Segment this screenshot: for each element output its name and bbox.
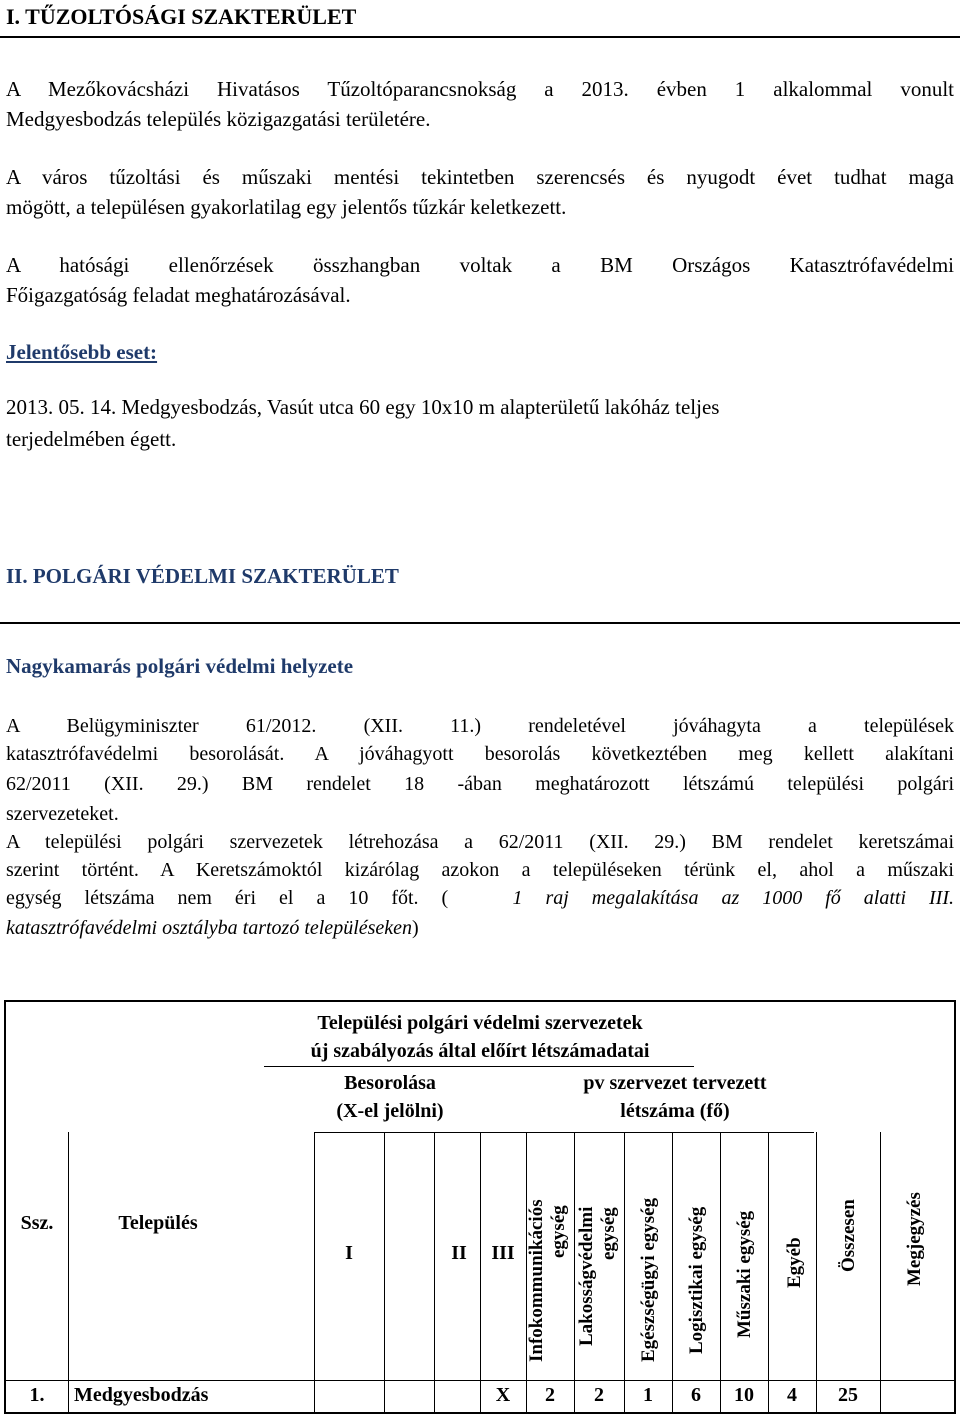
vline-II (434, 1132, 435, 1414)
col-header-III: III (491, 1242, 515, 1264)
section-1-rule (0, 36, 960, 38)
paragraph-1-line-1: A Mezőkovácsházi Hivatásos Tűzoltóparancsnokság a 2013. évben 1 alkalommal vonult (6, 77, 954, 101)
vline-lakossag (574, 1132, 575, 1414)
cell-egyeb: 4 (787, 1384, 797, 1406)
vline-I (384, 1132, 385, 1414)
civil-line-7 (6, 884, 954, 912)
civil-line-6: szerint történt. A Keretszámoktól kizárólag azokon a településeken térünk el, ahol a műszaki (6, 859, 954, 881)
col-header-ssz: Ssz. (20, 1212, 54, 1234)
civil-line-7-regular: egység létszáma nem éri el a 10 főt. ( (6, 887, 449, 909)
table-header-sep-2 (314, 1132, 814, 1133)
pv-label-1: pv szervezet tervezett (583, 1072, 767, 1094)
paragraph-1-line-2: Medgyesbodzás település közigazgatási területére. (6, 107, 431, 131)
table-border-top (4, 1000, 956, 1002)
col-header-osszesen: Összesen (838, 1199, 859, 1272)
civil-line-3: 62/2011 (XII. 29.) BM rendelet 18 -ában meghatározott létszámú települési polgári (6, 773, 954, 795)
event-line-1: 2013. 05. 14. Medgyesbodzás, Vasút utca 60 egy 10x10 m alapterületű lakóház teljes (6, 395, 720, 419)
vline-III (480, 1132, 481, 1414)
civil-line-5: A települési polgári szervezetek létrehozása a 62/2011 (XII. 29.) BM rendelet keretszámai (6, 831, 954, 853)
cell-egeszseg: 1 (643, 1384, 653, 1406)
col-header-lakossag (576, 1207, 620, 1346)
cell-muszaki: 10 (734, 1384, 754, 1406)
col-header-lakossag-l1: Lakosságvédelmi (576, 1206, 597, 1346)
cell-infokom: 2 (545, 1384, 555, 1406)
cell-lakossag: 2 (594, 1384, 604, 1406)
table-header-sep-1 (264, 1066, 694, 1067)
table-title-line-2: új szabályozás által előírt létszámadatai (310, 1040, 650, 1062)
table-border-right (954, 1000, 956, 1414)
pv-label-2: létszáma (fő) (620, 1100, 730, 1122)
section-1-title: I. TŰZOLTÓSÁGI SZAKTERÜLET (6, 4, 357, 29)
col-header-I: I (345, 1242, 353, 1264)
section-2-title: II. POLGÁRI VÉDELMI SZAKTERÜLET (6, 564, 399, 588)
civil-line-4: szervezeteket. (6, 803, 119, 825)
vline-osszesen (816, 1132, 817, 1414)
civil-line-7-italic: 1 raj megalakítása az 1000 fő alatti III. (512, 887, 954, 909)
besorolas-label-1: Besorolása (344, 1072, 436, 1094)
col-header-egeszseg: Egészségügyi egység (638, 1197, 659, 1362)
paragraph-2-line-1: A város tűzoltási és műszaki mentési tekintetben szerencsés és nyugodt évet tudhat maga (6, 165, 954, 189)
event-line-2: terjedelmében égett. (6, 427, 177, 451)
table-title-line-1: Települési polgári védelmi szervezetek (317, 1012, 643, 1034)
vline-megjegyzes (880, 1132, 881, 1414)
col-header-megjegyzes: Megjegyzés (904, 1192, 925, 1286)
vline-telepules (314, 1132, 315, 1414)
cell-logisztika: 6 (691, 1384, 701, 1406)
cell-ssz: 1. (29, 1384, 45, 1406)
table-border-left (4, 1000, 6, 1414)
col-header-infokom-l2: egység (548, 1205, 569, 1258)
vline-egyeb (768, 1132, 769, 1414)
section-2-subtitle: Nagykamarás polgári védelmi helyzete (6, 654, 354, 678)
cell-telepules: Medgyesbodzás (74, 1384, 209, 1406)
civil-line-8 (6, 914, 954, 942)
vline-muszaki (720, 1132, 721, 1414)
besorolas-label-2: (X-el jelölni) (336, 1100, 444, 1122)
cell-osszesen: 25 (838, 1384, 858, 1406)
col-header-infokom (526, 1199, 570, 1362)
significant-event-heading: Jelentősebb eset: (6, 340, 158, 364)
civil-line-8-italic: katasztrófavédelmi osztályba tartozó településeken (6, 917, 413, 939)
col-header-muszaki: Műszaki egység (734, 1210, 755, 1338)
civil-line-2: katasztrófavédelmi besorolását. A jóváhagyott besorolás következtében meg kellett alakítani (6, 743, 954, 765)
paragraph-3-line-1: A hatósági ellenőrzések összhangban voltak a BM Országos Katasztrófavédelmi (6, 253, 954, 277)
civil-line-1: A Belügyminiszter 61/2012. (XII. 11.) rendeletével jóváhagyta a települések (6, 715, 954, 737)
paragraph-3-line-2: Főigazgatóság feladat meghatározásával. (6, 283, 351, 307)
col-header-telepules: Település (118, 1212, 198, 1234)
section-2-rule (0, 622, 960, 624)
col-header-lakossag-l2: egység (598, 1207, 619, 1260)
vline-logisztika (672, 1132, 673, 1414)
col-header-logisztika: Logisztikai egység (686, 1206, 707, 1354)
vline-egeszseg (624, 1132, 625, 1414)
civil-line-8-paren: ) (412, 917, 419, 939)
cell-III: X (495, 1384, 511, 1406)
col-header-II: II (451, 1242, 467, 1264)
paragraph-2-line-2: mögött, a településen gyakorlatilag egy jelentős tűzkár keletkezett. (6, 195, 567, 219)
col-header-egyeb: Egyéb (784, 1237, 805, 1288)
col-header-infokom-l1: Infokommunikációs (526, 1199, 547, 1362)
vline-ssz (68, 1132, 69, 1414)
